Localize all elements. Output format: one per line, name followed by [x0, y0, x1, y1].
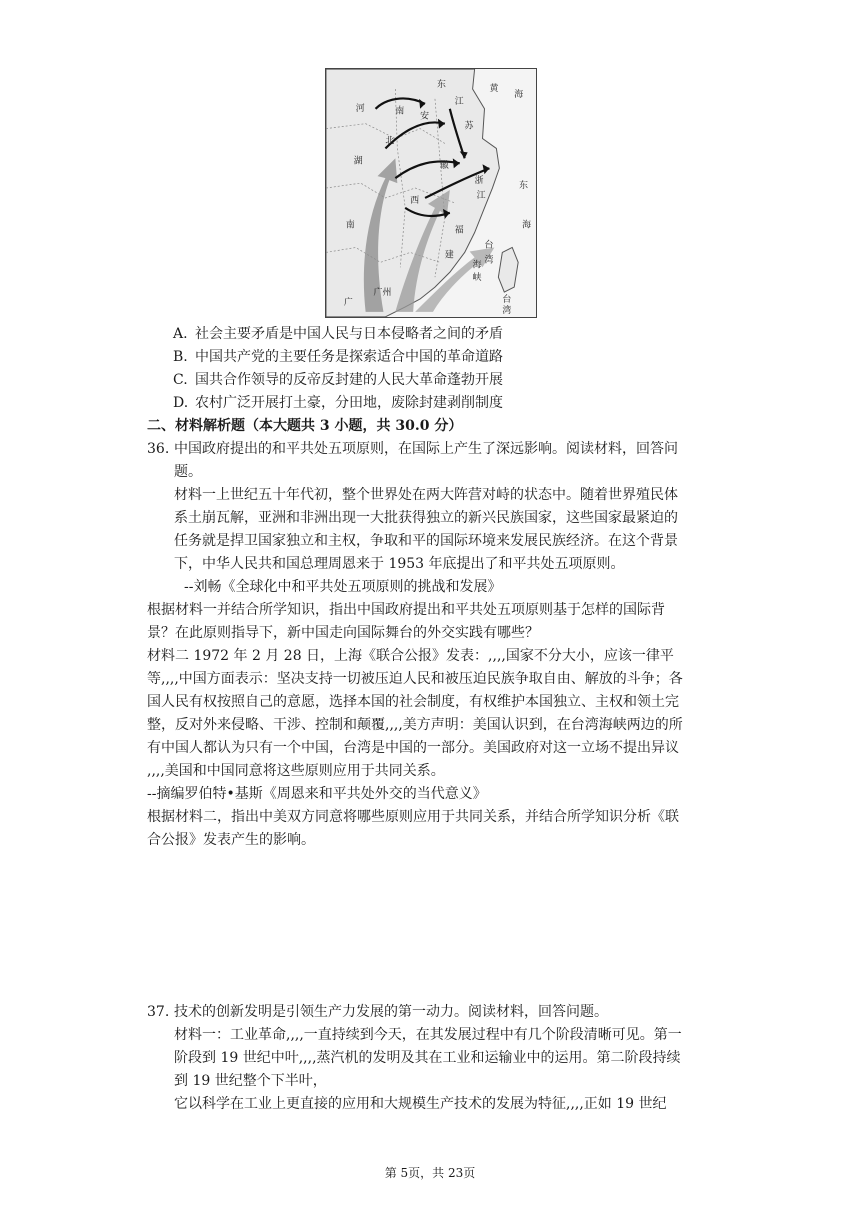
map-label: 江: [454, 96, 464, 107]
map-label: 海: [472, 260, 482, 271]
material-line: 整，反对外来侵略、干涉、控制和颠覆,,,,美方声明：美国认识到，在台湾海峡两边的所: [147, 717, 683, 733]
map-label: 安: [420, 111, 430, 122]
map-label: 湾: [484, 255, 494, 266]
map-label: 南: [345, 220, 355, 231]
map-label: 徽: [439, 161, 449, 172]
map-label: 湖: [353, 156, 363, 167]
map-label: 海: [522, 220, 532, 231]
option-d: D. 农村广泛开展打土豪，分田地，废除封建剥削制度: [173, 395, 503, 411]
material-line: 它以科学在工业上更直接的应用和大规模生产技术的发展为特征,,,,正如 19 世纪: [174, 1096, 667, 1112]
map-label: 浙: [474, 176, 484, 187]
map-label: 湾: [502, 305, 512, 316]
material-line: 阶段到 19 世纪中叶,,,,蒸汽机的发明及其在工业和运输业中的运用。第二阶段持续: [174, 1050, 681, 1066]
map-label: 江: [476, 190, 486, 201]
question-number: 36.: [147, 441, 170, 457]
map-label: 北: [385, 136, 395, 147]
material-source: --摘编罗伯特•基斯《周恩来和平共处外交的当代意义》: [147, 786, 487, 802]
material-line: 材料一：工业革命,,,,一直持续到今天，在其发展过程中有几个阶段清晰可见。第一: [174, 1027, 682, 1043]
material-source: --刘畅《全球化中和平共处五项原则的挑战和发展》: [184, 579, 502, 595]
map-label: 东: [519, 181, 529, 192]
material-line: 有中国人都认为只有一个中国，台湾是中国的一部分。美国政府对这一立场不提出异议: [147, 740, 679, 756]
map-label: 台: [484, 240, 494, 251]
option-c: C. 国共合作领导的反帝反封建的人民大革命蓬勃开展: [173, 372, 503, 388]
question-intro: 技术的创新发明是引领生产力发展的第一动力。阅读材料，回答问题。: [174, 1004, 608, 1020]
question-intro: 题。: [174, 464, 202, 480]
option-a: A. 社会主要矛盾是中国人民与日本侵略者之间的矛盾: [173, 326, 503, 342]
material-line: ,,,,美国和中国同意将这些原则应用于共同关系。: [147, 763, 445, 779]
material-line: 下，中华人民共和国总理周恩来于 1953 年底提出了和平共处五项原则。: [174, 556, 625, 572]
question-line: 景？在此原则指导下，新中国走向国际舞台的外交实践有哪些？: [147, 625, 539, 641]
section-heading: 二、材料解析题（本大题共 3 小题，共 30.0 分）: [147, 418, 463, 434]
question-line: 根据材料二，指出中美双方同意将哪些原则应用于共同关系，并结合所学知识分析《联: [147, 809, 679, 825]
material-line: 材料二 1972 年 2 月 28 日，上海《联合公报》发表：,,,,国家不分大小，应该一律平: [147, 648, 674, 664]
map-label: 广: [343, 297, 353, 308]
map-figure: [325, 68, 537, 318]
historical-map: [326, 69, 536, 317]
map-label: 苏: [464, 121, 474, 132]
material-line: 材料一上世纪五十年代初，整个世界处在两大阵营对峙的状态中。随着世界殖民体: [174, 487, 678, 503]
question-intro: 中国政府提出的和平共处五项原则，在国际上产生了深远影响。阅读材料，回答问: [174, 441, 678, 457]
map-label: 南: [395, 106, 405, 117]
question-line: 根据材料一并结合所学知识，指出中国政府提出和平共处五项原则基于怎样的国际背: [147, 602, 665, 618]
material-line: 到 19 世纪整个下半叶，: [174, 1073, 327, 1089]
map-label: 福: [454, 225, 464, 236]
material-line: 国人民有权按照自己的意愿，选择本国的社会制度，有权维护本国独立、主权和领土完: [147, 694, 679, 710]
map-label: 峡: [472, 273, 482, 284]
map-label: 西: [410, 195, 420, 206]
map-label: 黄: [489, 83, 499, 94]
map-label: 东: [436, 80, 446, 91]
material-line: 等,,,,中国方面表示：坚决支持一切被压迫人民和被压迫民族争取自由、解放的斗争；各: [147, 671, 683, 687]
map-label: 建: [444, 250, 454, 261]
map-label: 广州: [373, 288, 392, 299]
material-line: 系土崩瓦解，亚洲和非洲出现一大批获得独立的新兴民族国家，这些国家最紧迫的: [174, 510, 678, 526]
option-b: B. 中国共产党的主要任务是探索适合中国的革命道路: [173, 349, 503, 365]
question-number: 37.: [147, 1004, 170, 1020]
map-label: 河: [355, 103, 365, 114]
material-line: 任务就是捍卫国家独立和主权，争取和平的国际环境来发展民族经济。在这个背景: [174, 533, 678, 549]
map-label: 海: [514, 89, 524, 100]
map-label: 台: [502, 294, 512, 305]
page-footer: 第 5页，共 23页: [384, 1166, 476, 1180]
question-line: 合公报》发表产生的影响。: [147, 832, 315, 848]
